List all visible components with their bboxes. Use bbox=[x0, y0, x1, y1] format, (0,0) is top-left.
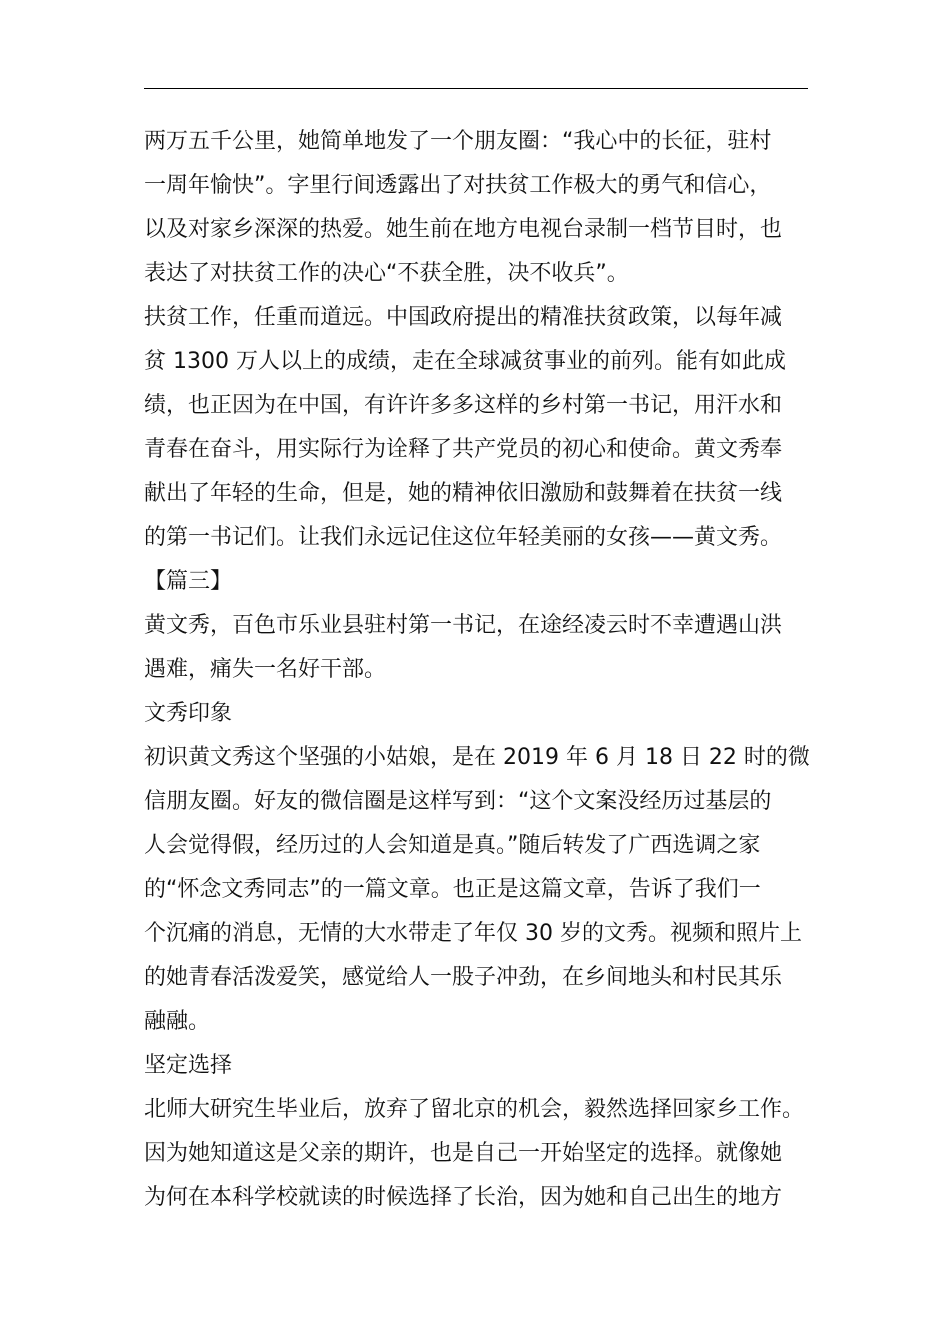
subsection-heading: 坚定选择 bbox=[144, 1053, 233, 1078]
text-line: 北师大研究生毕业后，放弃了留北京的机会，毅然选择回家乡工作。 bbox=[144, 1097, 805, 1122]
text-line: 献出了年轻的生命，但是，她的精神依旧激励和鼓舞着在扶贫一线 bbox=[144, 481, 783, 506]
text-line: 人会觉得假，经历过的人会知道是真。”随后转发了广西选调之家 bbox=[144, 833, 761, 858]
text-line: 融融。 bbox=[144, 1009, 211, 1034]
text-line: 贫 1300 万人以上的成绩，走在全球减贫事业的前列。能有如此成 bbox=[144, 349, 786, 374]
text-line: 的她青春活泼爱笑，感觉给人一股子冲劲，在乡间地头和村民其乐 bbox=[144, 965, 783, 990]
text-line: 两万五千公里，她简单地发了一个朋友圈：“我心中的长征，驻村 bbox=[144, 129, 772, 154]
text-line: 绩，也正因为在中国，有许许多多这样的乡村第一书记，用汗水和 bbox=[144, 393, 783, 418]
text-line: 表达了对扶贫工作的决心“不获全胜，决不收兵”。 bbox=[144, 261, 629, 286]
document-body bbox=[144, 120, 824, 1220]
text-line: 个沉痛的消息，无情的大水带走了年仅 30 岁的文秀。视频和照片上 bbox=[144, 921, 802, 946]
text-line: 青春在奋斗，用实际行为诠释了共产党员的初心和使命。黄文秀奉 bbox=[144, 437, 783, 462]
section-heading: 【篇三】 bbox=[144, 569, 233, 594]
text-line: 扶贫工作，任重而道远。中国政府提出的精准扶贫政策，以每年减 bbox=[144, 305, 783, 330]
text-line: 遇难，痛失一名好干部。 bbox=[144, 657, 387, 682]
text-line: 因为她知道这是父亲的期许，也是自己一开始坚定的选择。就像她 bbox=[144, 1141, 783, 1166]
text-line: 初识黄文秀这个坚强的小姑娘，是在 2019 年 6 月 18 日 22 时的微 bbox=[144, 745, 810, 770]
text-line: 以及对家乡深深的热爱。她生前在地方电视台录制一档节目时，也 bbox=[144, 217, 783, 242]
text-line: 一周年愉快”。字里行间透露出了对扶贫工作极大的勇气和信心， bbox=[144, 173, 772, 198]
subsection-heading: 文秀印象 bbox=[144, 701, 233, 726]
header-rule bbox=[144, 88, 808, 89]
text-line: 黄文秀，百色市乐业县驻村第一书记，在途经凌云时不幸遭遇山洪 bbox=[144, 613, 783, 638]
text-line: 信朋友圈。好友的微信圈是这样写到：“这个文案没经历过基层的 bbox=[144, 789, 772, 814]
text-line: 为何在本科学校就读的时候选择了长治，因为她和自己出生的地方 bbox=[144, 1185, 783, 1210]
text-line: 的“怀念文秀同志”的一篇文章。也正是这篇文章，告诉了我们一 bbox=[144, 877, 761, 902]
text-line: 的第一书记们。让我们永远记住这位年轻美丽的女孩——黄文秀。 bbox=[144, 525, 783, 550]
